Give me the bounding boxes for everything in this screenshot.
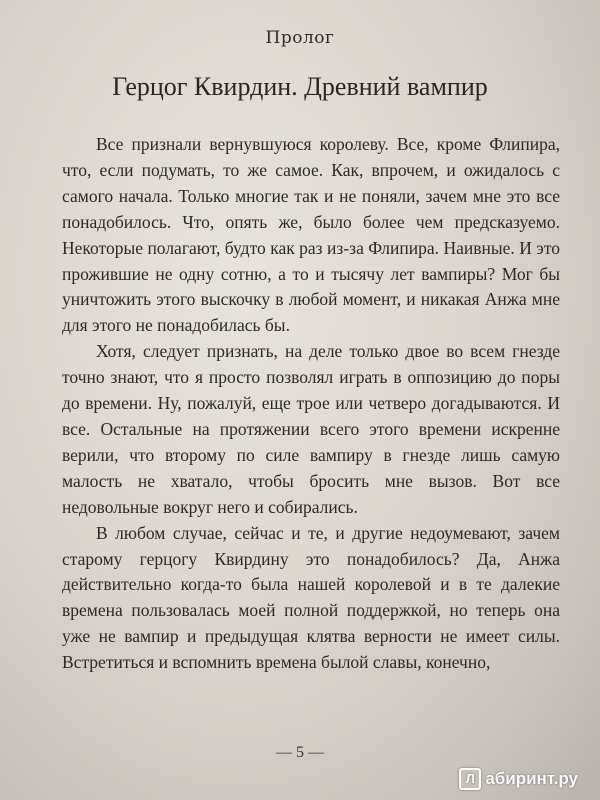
labirint-logo-icon: Л <box>459 768 481 790</box>
paragraph-3: В любом случае, сейчас и те, и другие недоумевают, зачем старому герцогу Квирдину это понадобилось? Да, Анжа действительно когда-то была нашей королевой и в те далекие времена пользовалась моей полной поддержкой, но теперь она уже не вампир и предыдущая клятва верности не имеет силы. Встретиться и вспомнить времена былой славы, конечно, <box>62 522 560 673</box>
running-header: Пролог <box>265 28 335 48</box>
watermark-text: абиринт.ру <box>485 769 578 788</box>
paragraph-2: Хотя, следует признать, на деле только двое во всем гнезде точно знают, что я просто позволял играть в оппозицию до поры до времени. Ну, пожалуй, еще трое или четверо догадываются. И все. Остальные на протяжении всего этого времени искренне верили, что второму по силе вампиру в гнезде лишь самую малость не хватало, чтобы бросить мне вызов. Вот все недовольные вокруг него и собирались. <box>62 341 560 517</box>
body-text <box>62 132 560 676</box>
page-number: — 5 — <box>276 744 324 761</box>
paragraph-1: Все признали вернувшуюся королеву. Все, кроме Флипира, что, если подумать, то же самое. Как, впрочем, и ожидалось с самого начала. Только многие так и не поняли, зачем мне это все понадобилось. Что, опять же, было более чем предсказуемо. Некоторые полагают, будто как раз из-за Флипира. Наивные. И это прожившие не одну сотню, а то и тысячу лет вампиры? Мог бы уничтожить этого выскочку в любой момент, и никакая Анжа мне для этого не понадобилась бы. <box>62 134 560 336</box>
labirint-watermark <box>459 768 578 790</box>
chapter-title: Герцог Квирдин. Древний вампир <box>112 72 488 101</box>
